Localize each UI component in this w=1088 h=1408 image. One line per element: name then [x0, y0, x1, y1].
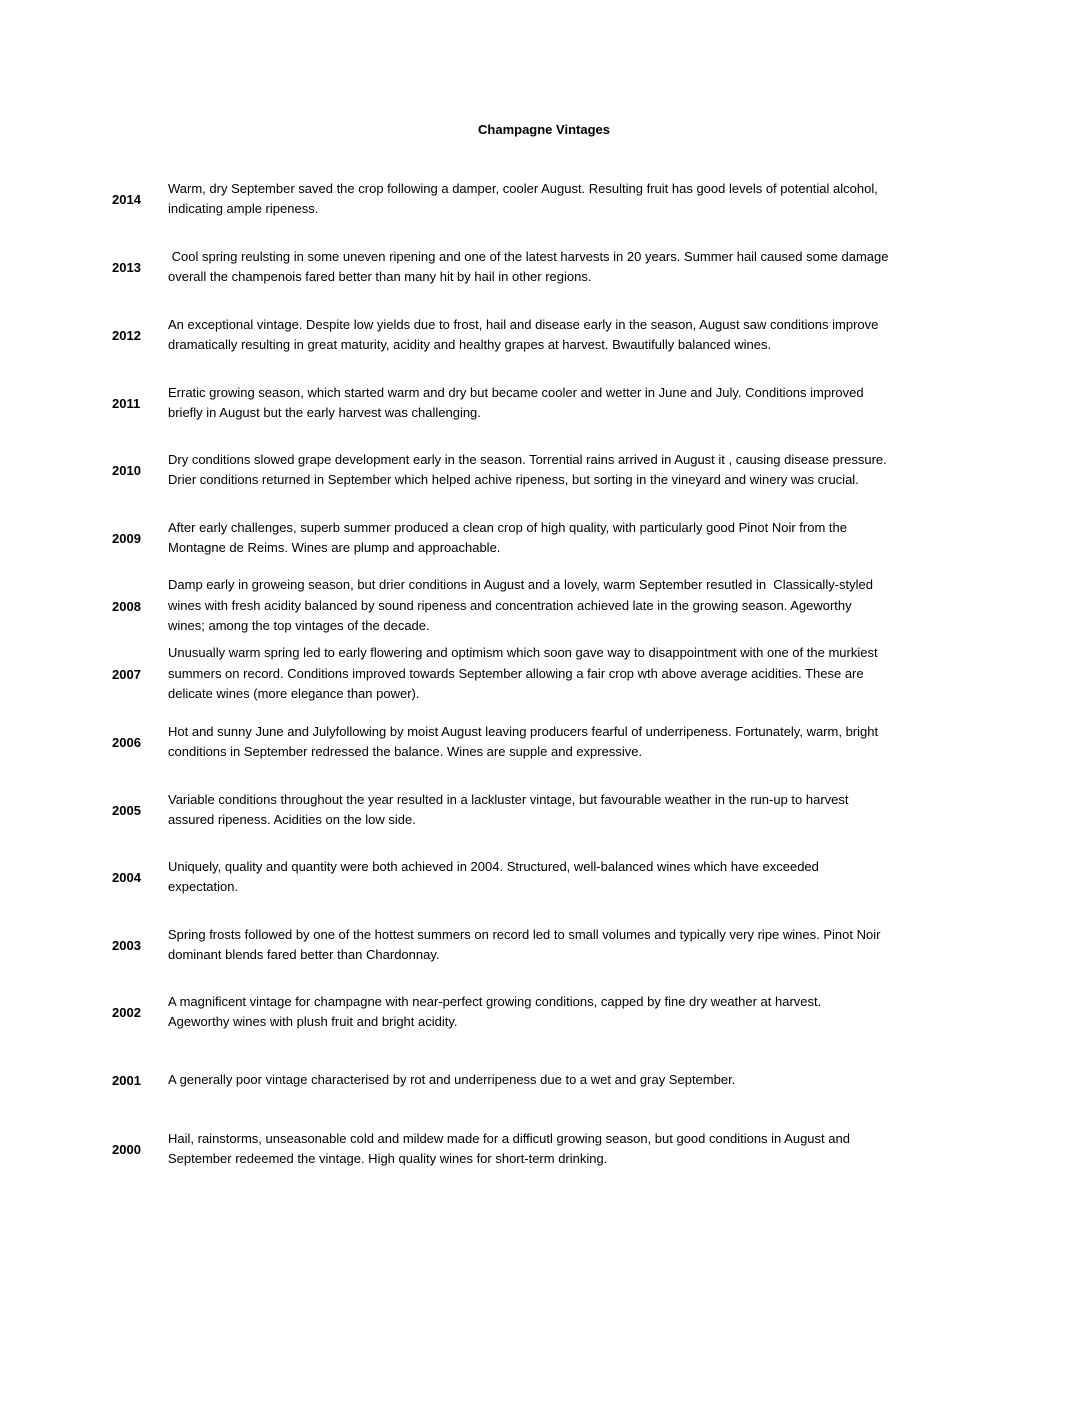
vintage-entry — [112, 912, 972, 978]
vintage-year: 2006 — [112, 734, 141, 750]
vintage-description: An exceptional vintage. Despite low yields due to frost, hail and disease early in the season, August saw conditions improve dramatically resulting in great maturity, acidity and healthy grapes at harvest. Bwautifully balanced wines. — [168, 316, 879, 352]
vintage-year: 2012 — [112, 327, 141, 343]
vintage-description: Hail, rainstorms, unseasonable cold and mildew made for a difficutl growing season, but good conditions in August and September redeemed the vintage. High quality wines for short-term drinking. — [168, 1130, 850, 1166]
vintage-year: 2008 — [112, 598, 141, 614]
vintage-entry — [112, 505, 972, 571]
vintage-description: Erratic growing season, which started warm and dry but became cooler and wetter in June and July. Conditions improved briefly in August but the early harvest was challenging. — [168, 384, 864, 420]
vintage-entry — [112, 641, 972, 707]
vintage-year: 2013 — [112, 259, 141, 275]
vintage-year: 2001 — [112, 1072, 141, 1088]
vintage-year: 2005 — [112, 802, 141, 818]
vintage-description: Uniquely, quality and quantity were both achieved in 2004. Structured, well-balanced wines which have exceeded expectation. — [168, 858, 819, 894]
vintage-entry — [112, 1047, 972, 1113]
vintage-description: Dry conditions slowed grape development early in the season. Torrential rains arrived in August it , causing disease pressure. Drier conditions returned in September which helped achive ripeness, but sorting in the vineyard and winery was crucial. — [168, 451, 887, 487]
vintage-year: 2011 — [112, 395, 141, 411]
vintage-description: Variable conditions throughout the year resulted in a lackluster vintage, but favourable weather in the run-up to harvest assured ripeness. Acidities on the low side. — [168, 791, 849, 827]
vintage-entry — [112, 166, 972, 232]
vintage-description: Spring frosts followed by one of the hottest summers on record led to small volumes and typically very ripe wines. Pinot Noir dominant blends fared better than Chardonnay. — [168, 926, 881, 962]
vintage-year: 2007 — [112, 666, 141, 682]
vintage-description: A generally poor vintage characterised by rot and underripeness due to a wet and gray September. — [168, 1071, 736, 1087]
vintage-description: Unusually warm spring led to early flowering and optimism which soon gave way to disappointment with one of the murkiest summers on record. Conditions improved towards September allowing a fair crop wth above average acidities. These are delicate wines (more elegance than power). — [168, 645, 878, 702]
vintage-description: Warm, dry September saved the crop following a damper, cooler August. Resulting fruit has good levels of potential alcohol, indicating ample ripeness. — [168, 180, 878, 216]
vintage-description: After early challenges, superb summer produced a clean crop of high quality, with particularly good Pinot Noir from the Montagne de Reims. Wines are plump and approachable. — [168, 519, 847, 555]
vintage-entry — [112, 573, 972, 639]
vintage-description: Cool spring reulsting in some uneven ripening and one of the latest harvests in 20 years. Summer hail caused some damage overall the champenois fared better than many hit by hail in other regions. — [168, 248, 889, 284]
page-title: Champagne Vintages — [478, 122, 610, 137]
vintage-entry — [112, 979, 972, 1045]
vintage-year: 2004 — [112, 869, 141, 885]
vintage-entry — [112, 437, 972, 503]
vintage-entry — [112, 777, 972, 843]
vintage-entry — [112, 1116, 972, 1182]
vintage-year: 2014 — [112, 191, 141, 207]
vintage-description: Damp early in groweing season, but drier conditions in August and a lovely, warm September resutled in Classically-styled wines with fresh acidity balanced by sound ripeness and concentration achieved late in the growing season. Ageworthy wines; among the top vintages of the decade. — [168, 577, 873, 634]
vintage-year: 2010 — [112, 462, 141, 478]
vintage-entry — [112, 844, 972, 910]
vintage-year: 2000 — [112, 1141, 141, 1157]
vintage-description: A magnificent vintage for champagne with near-perfect growing conditions, capped by fine dry weather at harvest. Ageworthy wines with plush fruit and bright acidity. — [168, 993, 822, 1029]
vintage-entry — [112, 302, 972, 368]
vintage-description: Hot and sunny June and Julyfollowing by moist August leaving producers fearful of underripeness. Fortunately, warm, bright conditions in September redressed the balance. Wines are supple and expressive. — [168, 723, 879, 759]
vintage-year: 2009 — [112, 530, 141, 546]
vintage-year: 2003 — [112, 937, 141, 953]
vintage-year: 2002 — [112, 1004, 141, 1020]
vintage-entry — [112, 370, 972, 436]
vintage-entry — [112, 234, 972, 300]
vintage-entry — [112, 709, 972, 775]
